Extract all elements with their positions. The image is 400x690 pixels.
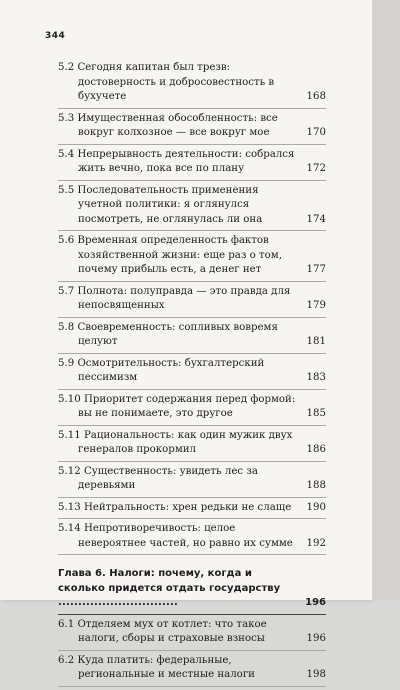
toc-entry-number: 5.14 — [58, 523, 81, 534]
toc-entry-text — [58, 234, 326, 278]
toc-entry-text — [58, 501, 326, 516]
toc-entry-page: 196 — [305, 597, 326, 608]
toc-entry-text — [58, 61, 326, 105]
toc-chapter-heading — [58, 567, 326, 615]
toc-entry-title: Полнота: полуправда — это правда для непосвященных — [77, 285, 291, 311]
table-of-contents — [58, 61, 326, 690]
toc-entry-page: 174 — [306, 213, 326, 225]
toc-entry-page: 183 — [306, 372, 326, 383]
toc-entry — [58, 429, 326, 462]
toc-entry-number: 5.9 — [58, 357, 75, 369]
toc-entry — [58, 148, 326, 181]
toc-entry — [58, 112, 326, 145]
toc-entry-text — [58, 654, 326, 683]
toc-entry-page: 186 — [306, 444, 326, 455]
toc-entry-number: 6.1 — [58, 618, 75, 630]
toc-entry-text — [58, 357, 326, 386]
toc-entry-number: 5.12 — [58, 465, 81, 477]
toc-entry-title: Непротиворечивость: целое невероятнее частей, но равно их сумме — [78, 523, 293, 549]
toc-entry-page: 168 — [306, 91, 326, 102]
toc-entry-number: 5.3 — [58, 112, 75, 124]
toc-entry — [58, 357, 326, 390]
toc-entry-title: Сегодня капитан был трезв: достоверность и добросовестность в бухучете — [77, 62, 275, 102]
toc-entry-number: 5.4 — [58, 148, 75, 160]
toc-entry-page: 172 — [306, 163, 326, 174]
toc-entry-number: 5.10 — [58, 393, 81, 405]
toc-entry-text — [58, 618, 326, 647]
toc-entry-text — [58, 522, 326, 551]
toc-entry-text — [58, 285, 326, 314]
toc-entry — [58, 234, 326, 282]
toc-entry — [58, 522, 326, 555]
toc-entry — [58, 654, 326, 687]
toc-entry-text — [58, 321, 326, 350]
toc-entry — [58, 501, 326, 520]
toc-entry-number: 5.6 — [58, 235, 75, 246]
toc-entry-title: Осмотрительность: бухгалтерский пессимизм — [77, 357, 265, 383]
toc-entry-title: Нейтральность: хрен редьки не слаще — [83, 501, 292, 513]
toc-entry-title: Глава 6. Налоги: почему, когда и сколько придется отдать государству — [58, 568, 281, 594]
toc-entry-number: 5.2 — [58, 62, 75, 73]
toc-entry-text — [58, 112, 326, 141]
toc-entry — [58, 465, 326, 498]
toc-entry-page: 181 — [306, 336, 326, 347]
toc-entry-page: 177 — [306, 264, 326, 275]
toc-entry — [58, 285, 326, 318]
toc-entry-text — [58, 148, 326, 177]
toc-entry-page: 198 — [306, 669, 326, 680]
toc-entry-title: Существенность: увидеть лес за деревьями — [78, 465, 258, 491]
toc-entry-number: 6.2 — [58, 654, 75, 666]
toc-entry — [58, 184, 326, 232]
page-edges — [372, 0, 400, 600]
toc-entry-title: Имущественная обособленность: все вокруг колхозное — все вокруг мое — [77, 112, 278, 138]
toc-entry — [58, 321, 326, 354]
toc-entry — [58, 61, 326, 109]
toc-entry-number: 5.8 — [58, 321, 75, 333]
toc-entry-title: Своевременность: сопливых вовремя целуют — [77, 321, 278, 347]
toc-entry-title: Последовательность применения учетной политики: я оглянулся посмотреть, не оглянулась ли она — [77, 184, 263, 225]
toc-entry-text — [58, 465, 326, 494]
toc-entry-page: 192 — [306, 537, 326, 549]
toc-entry-page: 170 — [306, 127, 326, 138]
toc-entry-title: Куда платить: федеральные, региональные и местные налоги — [77, 654, 255, 680]
toc-entry-title: Отделяем мух от котлет: что такое налоги, сборы и страховые взносы — [77, 618, 267, 644]
toc-entry-page: 190 — [306, 501, 326, 513]
toc-entry-text — [58, 393, 326, 422]
toc-entry-number: 5.7 — [58, 285, 75, 297]
toc-entry-number: 5.13 — [58, 501, 81, 513]
toc-entry-title: Приоритет содержания перед формой: вы не понимаете, это другое — [78, 393, 296, 419]
toc-entry-number: 5.11 — [58, 429, 81, 441]
toc-entry-page: 196 — [306, 633, 326, 644]
toc-entry-title: Непрерывность деятельности: собрался жить вечно, пока все по плану — [77, 148, 295, 174]
toc-entry-number: 5.5 — [58, 184, 75, 196]
toc-entry-page: 188 — [306, 480, 326, 491]
toc-entry-title: Рациональность: как один мужик двух генералов прокормил — [78, 429, 293, 455]
toc-entry — [58, 618, 326, 651]
toc-entry — [58, 393, 326, 426]
toc-entry-text — [58, 429, 326, 458]
toc-entry-title: Временная определенность фактов хозяйственной жизни: еще раз о том, почему прибыль есть, а денег нет — [77, 235, 282, 275]
toc-entry-text — [58, 567, 326, 611]
toc-entry-page: 185 — [306, 408, 326, 419]
toc-entry-page: 179 — [306, 300, 326, 311]
toc-entry-text — [58, 184, 326, 228]
page-number: 344 — [45, 31, 66, 41]
